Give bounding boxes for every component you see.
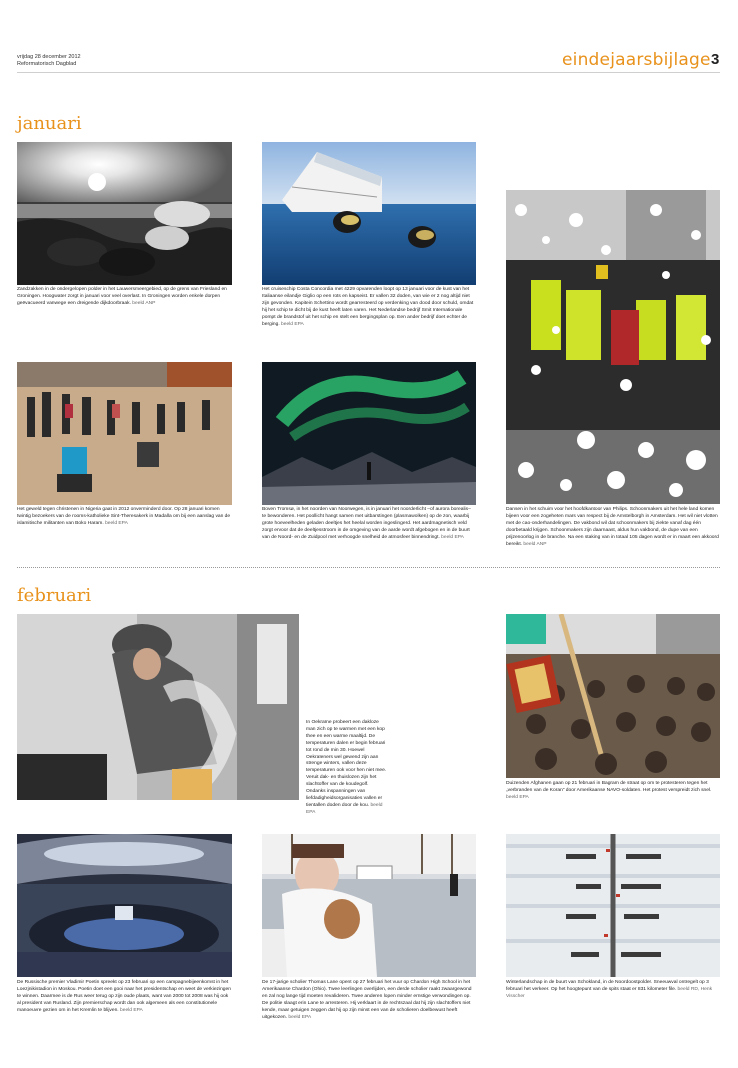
caption-text: Dansen in het schuim voor het hoofdkantoor van Philips. Schoonmakers uit het hele land komen bijeen voor een zogeheten mars van respect bij de Amstelborgh in Amsterdam. Het wil niet vlotten met de cao-onderhandelingen. De vakbond wil dat schoonmakers bij ziekte vanaf dag één doorbetaald krijgen. Schoonmakers zijn daarnaast, aldus hun vakbond, de dupe van een prijzenoorlog in de branche. Na een staking van in totaal 105 dagen wordt er in maart een akkoord bereikt. [506, 507, 719, 547]
section-title: eindejaarsbijlage [562, 50, 711, 70]
caption-ukraine [306, 720, 388, 817]
caption-cleaners [506, 507, 720, 548]
month-heading-january: januari [17, 113, 82, 134]
caption-aurora [262, 507, 476, 542]
photo-flood-sandbags [17, 142, 232, 285]
photo-credit: beeld EPA [105, 520, 128, 526]
photo-credit: beeld ANP [132, 300, 156, 306]
caption-afghan [506, 781, 720, 802]
photo-chardon [262, 834, 476, 977]
photo-credit: beeld EPA [306, 802, 383, 815]
stadium-image [17, 834, 232, 977]
caption-text: Het geweld tegen christenen in Nigeria gaat in 2012 onverminderd door. Op 28 januari komen twintig bezoekers van de rooms-katholieke Sint-Theresakerk in Madalla om bij een aanslag van de islamitische militanten van Boko Haram. [17, 507, 231, 526]
nigeria-image [17, 362, 232, 505]
newspaper-name: Reformatorisch Dagblad [17, 60, 77, 67]
header-rule [17, 72, 720, 73]
photo-putin-stadium [17, 834, 232, 977]
cleaners-image [506, 190, 720, 504]
date-line [17, 54, 81, 67]
photo-credit: beeld ANP [523, 541, 547, 547]
photo-credit: beeld EPA [288, 1014, 312, 1020]
caption-text: De 17-jarige scholier Thomas Lane opent op 27 februari het vuur op Chardon High School in het Amerikaanse Chardon (Ohio). Twee leerlingen overlijden, een derde scholier raakt zwaargewond en zal nog lange tijd moeten revalideren. Twee anderen lopen minder ernstige verwondingen op. De politie slaagt erin Lane te arresteren. Hij verklaart in de rechtszaal dat hij zijn slachtoffers niet kende, maar getuigen zeggen dat hij op zijn minst een van de scholieren doelbewust heeft uitgekozen. [262, 980, 472, 1020]
ukraine-image [17, 614, 299, 800]
caption-text: Zandzakken in de ondergelopen polder in het Lauwersmeergebied, op de grens van Friesland en Groningen. Hoogwater zorgt in januari voor veel overlast. In Groningen worden enkele dorpen geëvacueerd vanwege een dreigende dijkdoorbraak. [17, 287, 227, 306]
caption-schokland [506, 980, 720, 1001]
caption-text: De Russische premier Vladimir Poetin spreekt op 23 februari op een campagnebijeenkomst in het Loezjnikistadion in Moskou. Poetin doet een gooi naar het presidentschap en weet de verkiezingen te winnen. Daarmee is de Rus weer terug op zijn oude plaats, want van 2000 tot 2008 was hij ook al president van Rusland. Zijn premierschap wordt dan ook algemeen als een constitutionele manoeuvre gezien om in het Kremlin te blijven. [17, 980, 231, 1013]
flood-image [17, 142, 232, 285]
photo-nigeria [17, 362, 232, 505]
afghan-image [506, 614, 720, 778]
photo-credit: beeld EPA [120, 1007, 143, 1013]
page-number: 3 [711, 51, 720, 68]
photo-costa-concordia [262, 142, 476, 285]
photo-cleaners-foam [506, 190, 720, 504]
photo-credit: beeld EPA [506, 794, 529, 800]
caption-flood [17, 287, 232, 308]
month-separator [17, 567, 720, 568]
caption-text: In Oekraïne probeert een dakloze man zich op te warmen met een kop thee en een warme maaltijd. De temperaturen dalen er begin februari tot rond de min 30. Hoewel Oekraïeners wel gewend zijn aan strenge winters, vallen deze temperaturen ook voor hen niet mee. Veruit dak- en thuislozen zijn het slachtoffer van de koudegolf. Ondanks inspanningen van liefdadigheidsorganisaties vallen er tientallen doden door de kou. [306, 720, 387, 808]
photo-ukraine-homeless [17, 614, 299, 800]
caption-concordia [262, 287, 476, 328]
concordia-image [262, 142, 476, 285]
caption-text: Duizenden Afghanen gaan op 21 februari in Bagram de straat op om te protesteren tegen het „verbranden van de Koran” door Amerikaanse NAVO-soldaten. Het protest verspreidt zich snel. [506, 781, 712, 793]
photo-schokland-snow [506, 834, 720, 977]
chardon-image [262, 834, 476, 977]
caption-text: Het cruiseschip Costa Concordia met 4229 opvarenden loopt op 13 januari voor de kust van het Italiaanse eilandje Giglio op een rots en kapseist. Er vallen 32 doden, van wie er 2 nog altijd niet zijn gevonden. Kapitein Schettino wordt gearresteerd op verdenking van dood door schuld, omdat hij het schip te dicht bij de kust heeft laten varen. Het Nederlandse bedrijf Smit Internationale pompt de brandstof uit het schip en stelt een bergingsplan op. Een ander bedrijf doet echter de berging. [262, 287, 474, 327]
photo-credit: beeld EPA [441, 534, 464, 540]
month-heading-february: februari [17, 585, 92, 606]
caption-nigeria [17, 507, 232, 528]
caption-putin [17, 980, 232, 1015]
photo-aurora [262, 362, 476, 505]
caption-text: Boven Tromsø, in het noorden van Noorwegen, is in januari het noorderlicht –of aurora borealis– te bewonderen. Het poollicht hangt samen met uitbarstingen (plasmawolken) op de zon, waarbij grote hoeveelheden geladen deeltjes het heelal worden ingeslingerd. Het aardmagnetisch veld zorgt ervoor dat de deeltjesstroom in de omgeving van de aarde wordt afgebogen en in de buurt van de Noord- en de Zuidpool met verhoogde snelheid de atmosfeer binnendringt. [262, 507, 471, 540]
photo-credit: beeld EPA [281, 321, 304, 327]
aurora-image [262, 362, 476, 505]
caption-chardon [262, 980, 476, 1021]
issue-date: vrijdag 28 december 2012 [17, 54, 81, 60]
schokland-image [506, 834, 720, 977]
photo-afghan-protest [506, 614, 720, 778]
caption-text: Winterlandschap in de buurt van Schokland, in de Noordoostpolder. Sneeuwval ontregelt op 3 februari het verkeer. Op het hoogtepunt van de spits staat er 831 kilometer file. [506, 980, 709, 992]
photo-credit: beeld RD, Henk Visscher [506, 986, 713, 999]
